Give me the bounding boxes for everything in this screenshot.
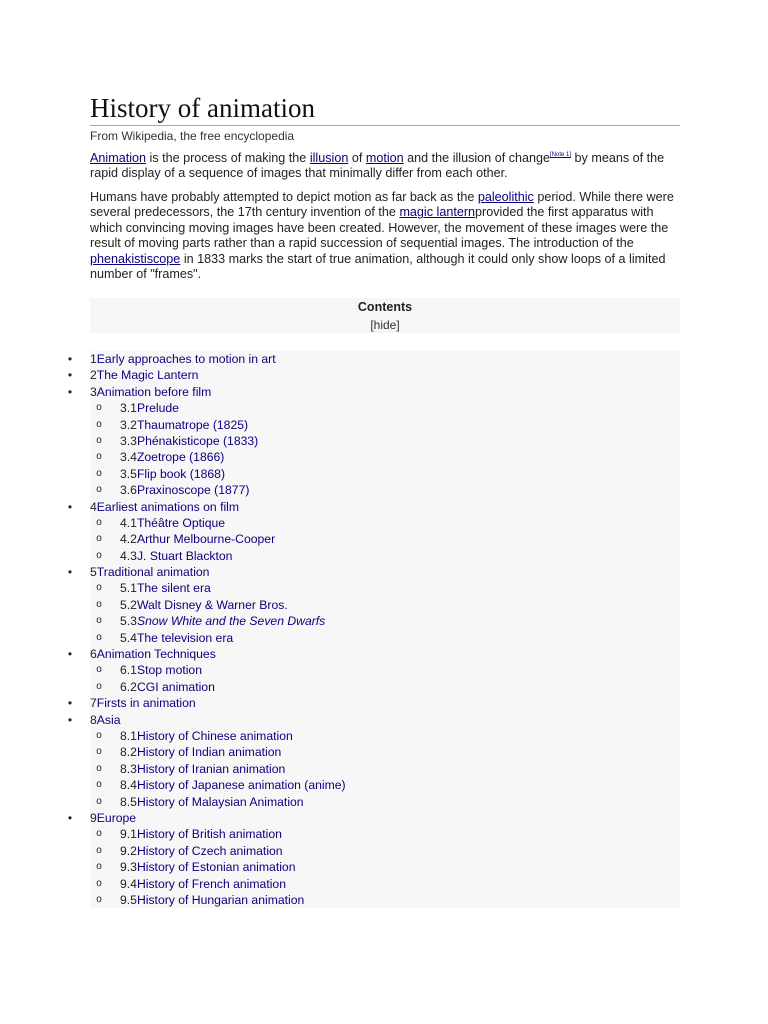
toc-title: Contents	[357, 300, 413, 314]
toc-subitem[interactable]: o 3.4Zoetrope (1866)	[90, 449, 680, 465]
note-1-link[interactable]: [Note 1]	[550, 152, 572, 158]
toc-item[interactable]: • 7Firsts in animation	[90, 695, 680, 711]
toc-item[interactable]: • 2The Magic Lantern	[90, 367, 680, 383]
sub-bullet-icon: o	[96, 680, 102, 692]
history-text: provided the first apparatus with which convincing moving images have been created. However, the movement of these images were the result of moving parts rather than a rapid succession of sequential images. The introduction of the	[90, 205, 669, 251]
sub-bullet-icon: o	[96, 844, 102, 856]
intro-text: and the illusion of change	[403, 151, 551, 165]
history-text: period. While there were several predecessors, the 17th century invention of the	[90, 190, 674, 220]
toc-subitem[interactable]: o 5.3Snow White and the Seven Dwarfs	[90, 613, 680, 629]
toc-subitem[interactable]: o 9.4History of French animation	[90, 876, 680, 892]
toc-subitem[interactable]: o 4.3J. Stuart Blackton	[90, 548, 680, 564]
illusion-link[interactable]: illusion	[309, 151, 349, 165]
sub-bullet-icon: o	[96, 451, 102, 463]
phenakistiscope-link[interactable]: phenakistiscope	[90, 251, 181, 266]
bullet-icon: •	[67, 384, 73, 399]
bullet-icon: •	[67, 368, 73, 383]
sub-bullet-icon: o	[96, 418, 102, 430]
toc-subitem[interactable]: o 6.2CGI animation	[90, 679, 680, 695]
bullet-icon: •	[67, 712, 73, 727]
motion-link[interactable]: motion	[365, 151, 404, 165]
sub-bullet-icon: o	[96, 631, 102, 643]
sub-bullet-icon: o	[96, 746, 102, 758]
history-paragraph	[90, 190, 680, 282]
toc-subitem[interactable]: o 5.1The silent era	[90, 580, 680, 596]
sub-bullet-icon: o	[96, 762, 102, 774]
bullet-icon: •	[67, 810, 73, 825]
toc-subitem[interactable]: o 4.1Théâtre Optique	[90, 515, 680, 531]
toc-subitem[interactable]: o 8.3History of Iranian animation	[90, 761, 680, 777]
toc-header	[90, 298, 680, 333]
sub-bullet-icon: o	[96, 402, 102, 414]
toc-subitem[interactable]: o 5.4The television era	[90, 630, 680, 646]
sub-bullet-icon: o	[96, 533, 102, 545]
toc-subitem[interactable]: o 9.3History of Estonian animation	[90, 859, 680, 875]
toc-subitem[interactable]: o 3.5Flip book (1868)	[90, 466, 680, 482]
sub-bullet-icon: o	[96, 795, 102, 807]
bullet-icon: •	[67, 352, 73, 366]
toc-subitem[interactable]: o 3.1Prelude	[90, 400, 680, 416]
toc-subitem[interactable]: o 8.1History of Chinese animation	[90, 728, 680, 744]
sub-bullet-icon: o	[96, 877, 102, 889]
bullet-icon: •	[67, 499, 73, 514]
toc-item[interactable]: • 3Animation before film	[90, 384, 680, 400]
sub-bullet-icon: o	[96, 729, 102, 741]
toc-hide-toggle[interactable]: [hide]	[370, 318, 400, 332]
sub-bullet-icon: o	[96, 549, 102, 561]
sub-bullet-icon: o	[96, 664, 102, 676]
toc-subitem[interactable]: o 3.3Phénakisticope (1833)	[90, 433, 680, 449]
magic-lantern-link[interactable]: magic lantern	[399, 205, 476, 220]
sub-bullet-icon: o	[96, 828, 102, 840]
intro-paragraph	[90, 151, 680, 182]
bullet-icon: •	[67, 696, 73, 711]
toc-subitem[interactable]: o 5.2Walt Disney & Warner Bros.	[90, 597, 680, 613]
toc-item[interactable]: • 9Europe	[90, 810, 680, 826]
sub-bullet-icon: o	[96, 484, 102, 496]
intro-text: of	[348, 151, 366, 165]
toc-subitem[interactable]: o 6.1Stop motion	[90, 662, 680, 678]
toc-subitem[interactable]: o 3.6Praxinoscope (1877)	[90, 482, 680, 498]
sub-bullet-icon: o	[96, 893, 102, 905]
sub-bullet-icon: o	[96, 434, 102, 446]
site-tagline: From Wikipedia, the free encyclopedia	[90, 129, 295, 143]
sub-bullet-icon: o	[96, 598, 102, 610]
toc-item[interactable]: • 8Asia	[90, 712, 680, 728]
bullet-icon: •	[67, 647, 73, 662]
animation-link[interactable]: Animation	[90, 151, 147, 165]
sub-bullet-icon: o	[96, 861, 102, 873]
history-text: Humans have probably attempted to depict motion as far back as the	[90, 190, 478, 204]
toc-subitem[interactable]: o 9.2History of Czech animation	[90, 843, 680, 859]
intro-text: is the process of making the	[146, 151, 310, 165]
toc-subitem[interactable]: o 8.5History of Malaysian Animation	[90, 794, 680, 810]
sub-bullet-icon: o	[96, 582, 102, 594]
intro-text: by means of the rapid display of a sequence of images that minimally differ from each other.	[90, 151, 665, 181]
sub-bullet-icon: o	[96, 779, 102, 791]
toc-subitem[interactable]: o 9.5History of Hungarian animation	[90, 892, 680, 908]
page-title: History of animation	[90, 93, 315, 123]
history-text: in 1833 marks the start of true animation, although it could only show loops of a limited number of "frames".	[90, 251, 666, 282]
toc-list	[67, 351, 680, 908]
toc-item[interactable]: • 4Earliest animations on film	[90, 499, 680, 515]
sub-bullet-icon: o	[96, 516, 102, 528]
toc-subitem[interactable]: o 4.2Arthur Melbourne-Cooper	[90, 531, 680, 547]
toc-item[interactable]: • 1Early approaches to motion in art	[90, 351, 680, 367]
toc-subitem[interactable]: o 9.1History of British animation	[90, 826, 680, 842]
toc-subitem[interactable]: o 8.4History of Japanese animation (anime)	[90, 777, 680, 793]
toc-subitem[interactable]: o 3.2Thaumatrope (1825)	[90, 417, 680, 433]
title-divider	[90, 125, 680, 126]
bullet-icon: •	[67, 565, 73, 580]
sub-bullet-icon: o	[96, 467, 102, 479]
sub-bullet-icon: o	[96, 615, 102, 627]
toc-subitem[interactable]: o 8.2History of Indian animation	[90, 744, 680, 760]
toc-item[interactable]: • 6Animation Techniques	[90, 646, 680, 662]
paleolithic-link[interactable]: paleolithic	[477, 190, 534, 204]
toc-item[interactable]: • 5Traditional animation	[90, 564, 680, 580]
